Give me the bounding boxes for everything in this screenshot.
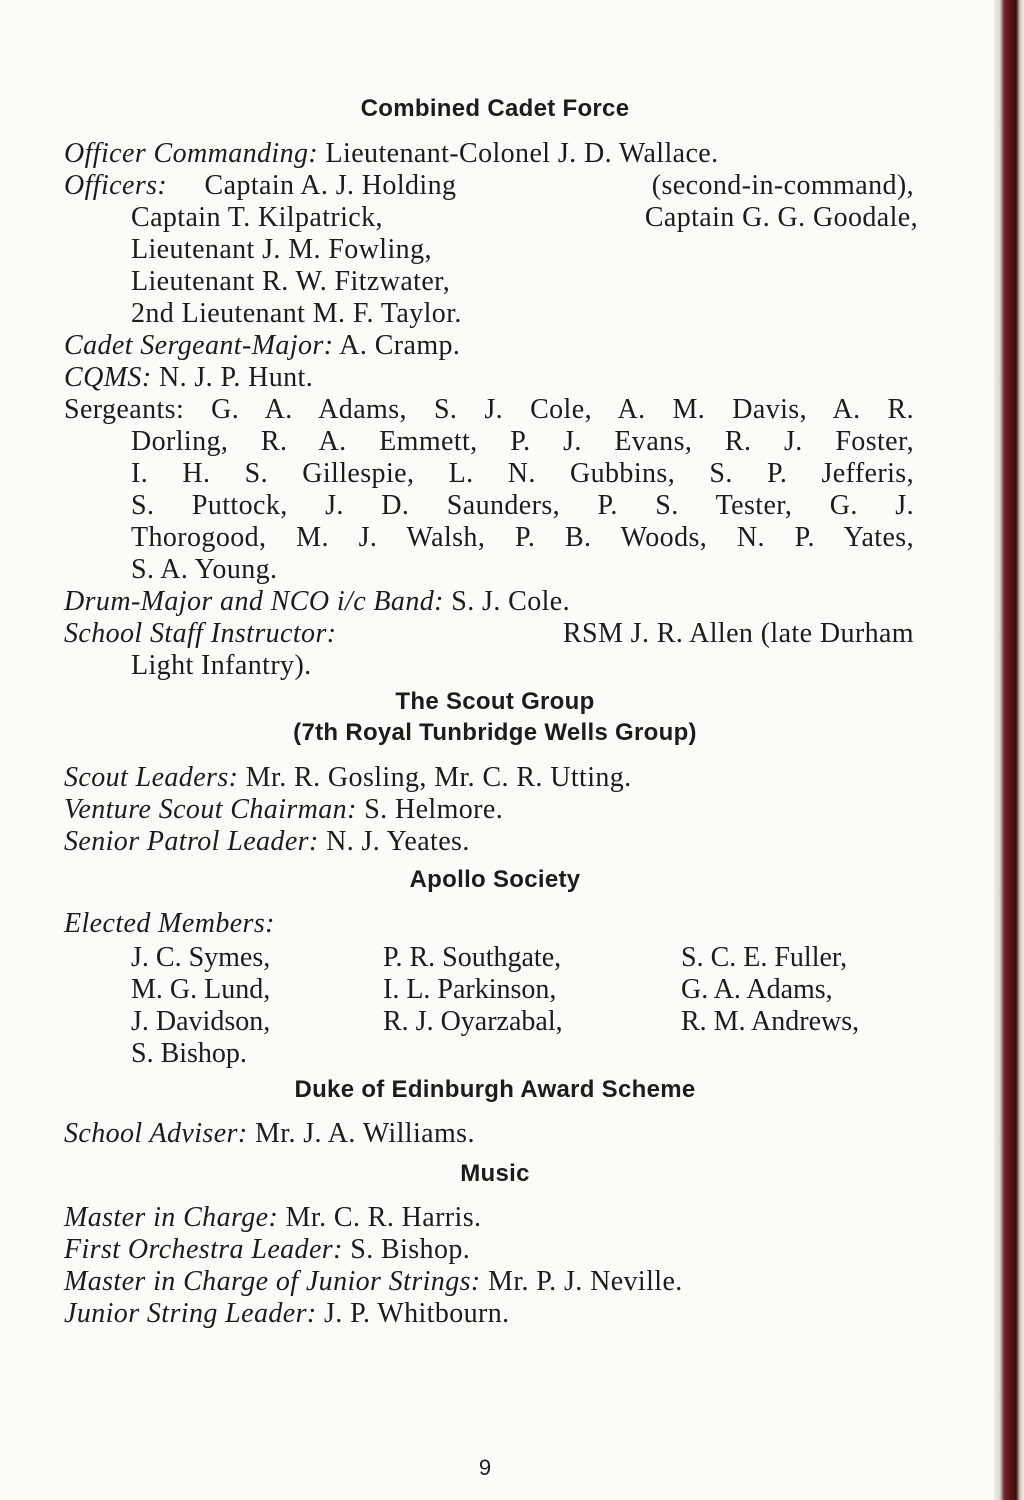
sergeants-line-3: I. H. S. Gillespie, L. N. Gubbins, S. P. Jefferis, (131, 458, 914, 489)
member-name: R. M. Andrews, (681, 1006, 860, 1037)
role-value: RSM J. R. Allen (late Durham (562, 618, 914, 649)
member-name: J. Davidson, (131, 1006, 271, 1037)
csm-line (64, 330, 460, 362)
staff-instructor-line (64, 618, 914, 650)
role-value: Lieutenant-Colonel J. D. Wallace. (325, 138, 719, 169)
drum-major-line (64, 586, 570, 618)
officers-line-4: Lieutenant R. W. Fitzwater, (131, 266, 451, 297)
school-adviser-line (64, 1118, 475, 1150)
role-value: J. P. Whitbourn. (324, 1298, 510, 1329)
section-heading-apollo: Apollo Society (409, 866, 581, 893)
role-value: Mr. R. Gosling, Mr. C. R. Utting. (245, 762, 632, 793)
member-name: I. L. Parkinson, (383, 974, 557, 1005)
role-value: S. J. Cole. (451, 586, 571, 617)
role-value: Mr. P. J. Neville. (488, 1266, 683, 1297)
section-heading-scouts: The Scout Group (395, 688, 595, 715)
role-value: Mr. J. A. Williams. (254, 1118, 475, 1149)
junior-string-leader-line (64, 1298, 510, 1330)
section-heading-doe: Duke of Edinburgh Award Scheme (294, 1076, 696, 1103)
role-label: Cadet Sergeant-Major: (64, 330, 334, 361)
member-name: S. Bishop. (131, 1038, 247, 1069)
officers-line-5: 2nd Lieutenant M. F. Taylor. (131, 298, 462, 329)
senior-patrol-line (64, 826, 470, 858)
role-label: Officer Commanding: (64, 138, 319, 169)
sergeants-line-5: Thorogood, M. J. Walsh, P. B. Woods, N. P. Yates, (131, 522, 914, 553)
role-label: School Staff Instructor: (64, 618, 337, 649)
officer-name: Captain G. G. Goodale, (644, 202, 918, 233)
member-name: P. R. Southgate, (383, 942, 562, 973)
role-value: Mr. C. R. Harris. (285, 1202, 482, 1233)
junior-strings-master-line (64, 1266, 683, 1298)
officer-commanding-line (64, 138, 719, 170)
scout-leaders-line (64, 762, 632, 794)
orchestra-leader-line (64, 1234, 470, 1266)
page-number: 9 (478, 1455, 492, 1480)
role-label: Scout Leaders: (64, 762, 239, 793)
role-label: School Adviser: (64, 1118, 248, 1149)
member-name: R. J. Oyarzabal, (383, 1006, 563, 1037)
role-value: S. Bishop. (350, 1234, 471, 1265)
music-master-line (64, 1202, 481, 1234)
sergeants-line-1: Sergeants: G. A. Adams, S. J. Cole, A. M. Davis, A. R. (64, 394, 914, 425)
officer-name: Captain A. J. Holding (204, 170, 457, 201)
role-value: S. Helmore. (364, 794, 504, 825)
role-value: N. J. Yeates. (326, 826, 470, 857)
role-label: Senior Patrol Leader: (64, 826, 319, 857)
elected-members-label: Elected Members: (64, 908, 275, 939)
officer-note: (second-in-command), (651, 170, 914, 201)
venture-scout-line (64, 794, 503, 826)
section-heading-music: Music (460, 1160, 530, 1187)
role-label: Master in Charge of Junior Strings: (64, 1266, 481, 1297)
sergeants-line-4: S. Puttock, J. D. Saunders, P. S. Tester, G. J. (131, 490, 914, 521)
officers-line-1 (64, 170, 914, 202)
role-value: A. Cramp. (339, 330, 461, 361)
role-label: Officers: (64, 170, 168, 201)
sergeants-line-2: Dorling, R. A. Emmett, P. J. Evans, R. J. Foster, (131, 426, 914, 457)
member-name: M. G. Lund, (131, 974, 271, 1005)
role-label: Drum-Major and NCO i/c Band: (64, 586, 444, 617)
role-label: Master in Charge: (64, 1202, 279, 1233)
officers-line-3: Lieutenant J. M. Fowling, (131, 234, 432, 265)
role-label: Venture Scout Chairman: (64, 794, 357, 825)
cqms-line (64, 362, 313, 394)
officer-name: Captain T. Kilpatrick, (131, 202, 383, 233)
officers-line-2 (131, 202, 918, 234)
role-label: Junior String Leader: (64, 1298, 317, 1329)
member-name: S. C. E. Fuller, (681, 942, 848, 973)
book-spine-edge (994, 0, 1024, 1500)
member-name: G. A. Adams, (681, 974, 833, 1005)
staff-instructor-line-2: Light Infantry). (131, 650, 312, 681)
section-heading-ccf: Combined Cadet Force (360, 95, 630, 122)
role-label: CQMS: (64, 362, 152, 393)
role-value: N. J. P. Hunt. (158, 362, 314, 393)
member-name: J. C. Symes, (131, 942, 271, 973)
role-label: First Orchestra Leader: (64, 1234, 343, 1265)
sergeants-line-6: S. A. Young. (131, 554, 278, 585)
section-subheading-scouts: (7th Royal Tunbridge Wells Group) (293, 719, 697, 746)
